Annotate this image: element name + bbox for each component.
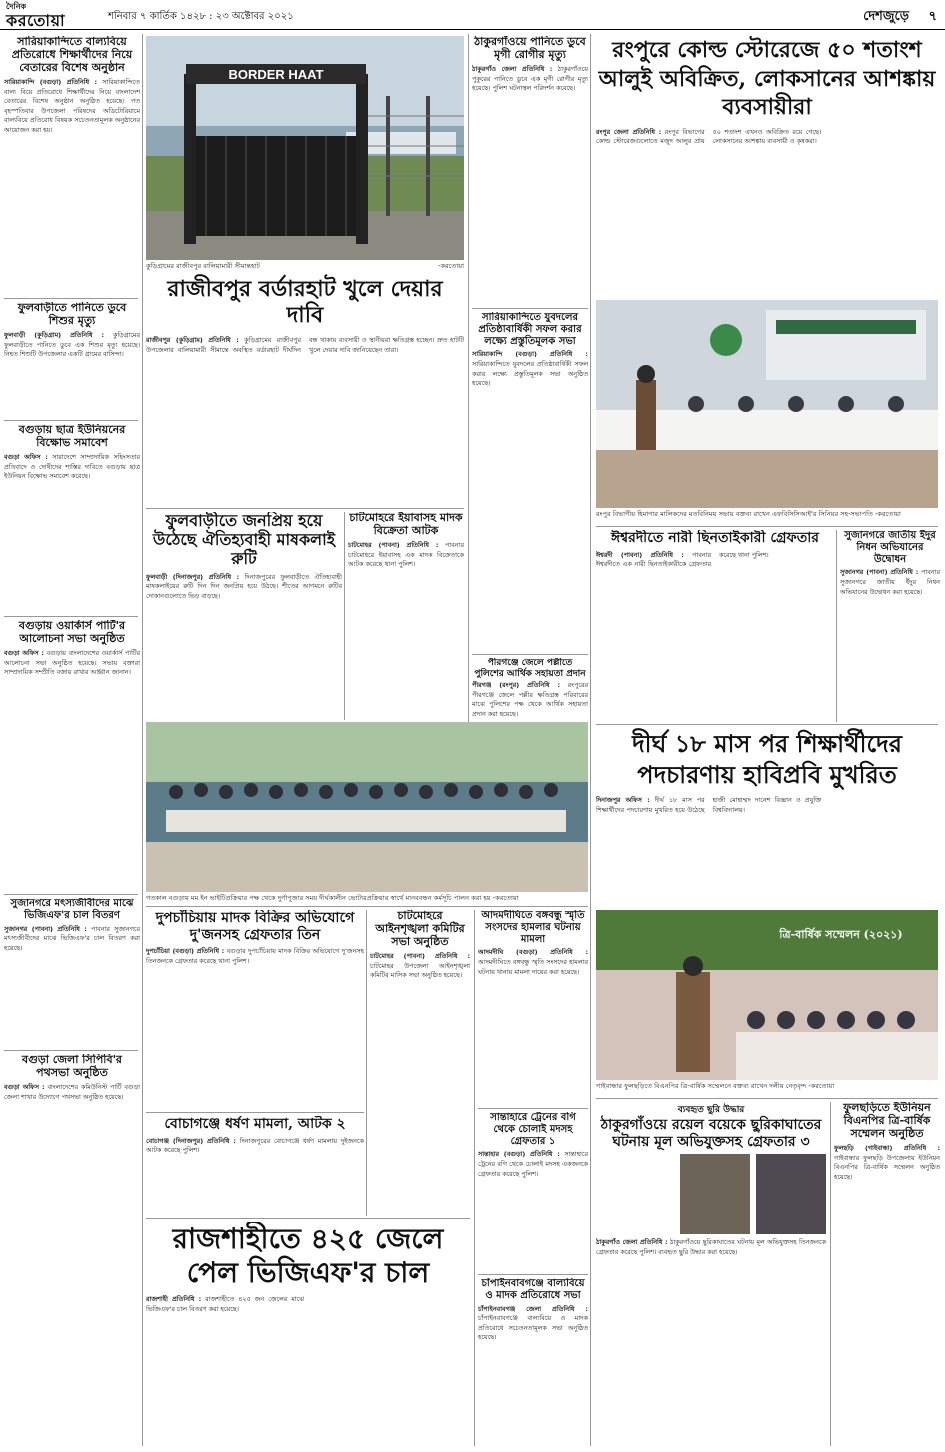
article-body: ঈশ্বরদী (পাবনা) প্রতিনিধি : পাবনার ঈশ্বরদীতে এক নারী ছিনতাইকারীকে গ্রেফতার করেছে থানা পুলিশ। [596, 550, 769, 569]
meeting-photo [596, 300, 938, 508]
article-bogura-cpb [4, 1054, 140, 1446]
headline: বগুড়ায় ছাত্র ইউনিয়নের বিক্ষোভ সমাবেশ [18, 424, 126, 449]
article-body: চাঁপাইনবাবগঞ্জ জেলা প্রতিনিধি : চাঁপাইনবাবগঞ্জে বাল্যবিয়ে ও মাদক প্রতিরোধে সচেতনতামূলক সভা অনুষ্ঠিত হয়েছে। [478, 1304, 588, 1342]
headline: রাজশাহীতে ৪২৫ জেলে পেল ভিজিএফ'র চাল [172, 1222, 444, 1289]
border-haat-caption: কুড়িগ্রামের রাজীবপুর বালিয়ামারী সীমান্তহাট [146, 262, 260, 270]
article-body: ঠাকুরগাঁও জেলা প্রতিনিধি : ঠাকুরগাঁওয়ে ছুরিকাঘাতের ঘটনায় মূল অভিযুক্তসহ তিনজনকে গ্রেফতার করেছে পুলিশ। ব্যবহৃত ছুরি উদ্ধার করা হয়েছে। [596, 1238, 826, 1256]
article-body: রংপুর জেলা প্রতিনিধি : রংপুর বিভাগের কোল্ড স্টোরেজগুলোতে মজুদ আলুর প্রায় ৫০ শতাংশ এখনও অবিক্রিত রয়ে গেছে। লোকসানের আশঙ্কায় ব্যবসায়ী ও কৃষকরা। [596, 127, 822, 146]
headline: ফুলবাড়ীতে পানিতে ডুবে শিশুর মৃত্যু [17, 302, 127, 327]
headline: বোচাগঞ্জে ধর্ষণ মামলা, আটক ২ [164, 1116, 346, 1132]
article-body: রাজশাহী প্রতিনিধি : রাজশাহীতে ৪২৫ জন জেলের মাঝে ভিজিএফ'র চাল বিতরণ করা হয়েছে। [146, 1295, 305, 1313]
headline: সুজানগরে জাতীয় ইঁদুর নিধন অভিযানের উদ্বোধন [844, 530, 936, 565]
article-thakurgaon-arrest [596, 1102, 826, 1446]
article-dupchanchia [146, 910, 364, 1110]
headline: আদমদীঘিতে বঙ্গবন্ধু স্মৃতি সংসদের হামলার ঘটনায় মামলা [481, 910, 585, 945]
headline: পীরগঞ্জে জেলে পল্লীতে পুলিশের আর্থিক সহায়তা প্রদান [474, 658, 586, 679]
article-hstu-campus [596, 728, 938, 906]
headline: রাজীবপুর বর্ডারহাট খুলে দেয়ার দাবি [167, 276, 443, 328]
article-body: পীরগঞ্জ (রংপুর) প্রতিনিধি : রংপুরের পীরগঞ্জে জেলে পল্লীর ক্ষতিগ্রস্ত পরিবারের মাঝে পুলিশের পক্ষ থেকে আর্থিক সহায়তা প্রদান করা হয়েছে। [472, 681, 588, 718]
page-number: ৭ [928, 9, 937, 24]
newspaper-logo [6, 2, 100, 28]
article-rajshahi-vgf [146, 1222, 470, 1448]
headline: চাটমোহরে আইনশৃঙ্খলা কমিটির সভা অনুষ্ঠিত [375, 910, 465, 948]
article-chatmohar-law [370, 910, 470, 1216]
seminar-banner-text: ত্রি-বার্ষিক সম্মেলন (২০২১) [779, 928, 903, 941]
article-body: সান্তাহার (বগুড়া) প্রতিনিধি : সান্তাহারে ট্রেনের বগি থেকে চোলাই মদসহ একজনকে গ্রেফতার করেছে পুলিশ। [478, 1150, 588, 1178]
article-body: দিনাজপুর অফিস : দীর্ঘ ১৮ মাস পর শিক্ষার্থীদের পদচারণায় মুখরিত হয়ে উঠেছে হাজী মোহাম্মদ দানেশ বিজ্ঞান ও প্রযুক্তি বিশ্ববিদ্যালয়। [596, 796, 822, 814]
article-chapai-drugs [478, 1278, 588, 1446]
meeting-illustration [596, 300, 938, 508]
headline: ফুলছড়িতে ইউনিয়ন বিএনপির ত্রি-বার্ষিক সম্মেলন অনুষ্ঠিত [843, 1102, 931, 1140]
article-thakurgaon-drown [472, 36, 588, 306]
article-body: ফুলবাড়ী (কুড়িগ্রাম) প্রতিনিধি : কুড়িগ্রামের ফুলবাড়ীতে পানিতে ডুবে এক শিশুর মৃত্যু হয়েছে। নিহত শিশুটি উপজেলার একটি গ্রামের বাসিন্দা। [4, 330, 140, 359]
article-body: ঠাকুরগাঁও জেলা প্রতিনিধি : ঠাকুরগাঁওয়ে পুকুরের পানিতে ডুবে এক মৃগী রোগীর মৃত্যু হয়েছে। পুলিশ ঘটনাস্থল পরিদর্শন করেছে। [472, 64, 588, 93]
border-haat-credit: -করতোয়া [438, 262, 464, 270]
headline: সান্তাহারে ট্রেনের বগি থেকে চোলাই মদসহ গ্রেফতার ১ [490, 1112, 576, 1147]
border-haat-sign: BORDER HAAT [228, 67, 324, 82]
headline: চাঁপাইনবাবগঞ্জে বাল্যবিয়ে ও মাদক প্রতিরোধে সভা [481, 1278, 585, 1301]
headline: সুজানগরে মৎস্যজীবীদের মাঝে ভিজিএফ'র চাল বিতরণ [10, 898, 134, 921]
headline: ফুলবাড়ীতে জনপ্রিয় হয়ে উঠেছে ঐতিহ্যবাহী মাষকলাই রুটি [152, 512, 336, 568]
article-chatmohar-yaba [348, 512, 464, 722]
kicker: ব্যবহৃত ছুরি উদ্ধার [677, 1105, 745, 1115]
article-phulbari-drown [4, 302, 140, 418]
headline: চাটমোহরে ইয়াবাসহ মাদক বিক্রেতা আটক [349, 512, 463, 537]
article-ishwardi-snatcher [596, 530, 834, 722]
article-body: সারিয়াকান্দি (বগুড়া) প্রতিনিধি : সারিয়াকান্দিতে যুবদলের প্রতিষ্ঠাবার্ষিকী সফল করার লক্ষ্যে প্রস্তুতিমূলক সভা অনুষ্ঠিত হয়েছে। [472, 350, 588, 388]
headline: ঈশ্বরদীতে নারী ছিনতাইকারী গ্রেফতার [611, 530, 819, 546]
headline: দুপচাঁচিয়ায় মাদক বিক্রির অভিযোগে দু'জনসহ গ্রেফতার তিন [155, 910, 355, 943]
article-body: ফুলছড়ি (গাইবান্ধা) প্রতিনিধি : গাইবান্ধার ফুলছড়ি উপজেলায় ইউনিয়ন বিএনপির ত্রি-বার্ষিক সম্মেলন অনুষ্ঠিত হয়েছে। [834, 1143, 940, 1181]
article-body: রাজীবপুর (কুড়িগ্রাম) প্রতিনিধি : কুড়িগ্রামের রাজীবপুর উপজেলার বালিয়ামারী সীমান্তে অবস্থিত বর্ডারহাট দীর্ঘদিন বন্ধ থাকায় ব্যবসায়ী ও স্থানীয়রা ক্ষতিগ্রস্ত হচ্ছেন। দ্রুত হাটটি খুলে দেয়ার দাবি জানিয়েছেন তারা। [146, 335, 464, 354]
article-sujanagar-rat [840, 530, 940, 722]
article-body: চাটমোহর (পাবনা) প্রতিনিধি : পাবনার চাটমোহরে ইয়াবাসহ এক মাদক বিক্রেতাকে আটক করেছে থানা পুলিশ। [348, 540, 464, 569]
article-adamdighi-case [478, 910, 588, 1106]
article-sariakandi-radio [4, 36, 140, 296]
accused-photo [680, 1154, 750, 1234]
headline: ঠাকুরগাঁওয়ে পানিতে ডুবে মৃগী রোগীর মৃত্যু [474, 36, 586, 61]
dateline: শনিবার ৭ কার্তিক ১৪২৮ : ২৩ অক্টোবর ২০২১ [108, 11, 294, 22]
logo-tagline: দৈনিক [6, 1, 27, 11]
article-body: দুপচাঁচিয়া (বগুড়া) প্রতিনিধি : বগুড়ার দুপচাঁচিয়ায় মাদক বিক্রির অভিযোগে দু'জনসহ তিনজনকে গ্রেফতার করেছে থানা পুলিশ। [146, 947, 364, 965]
logo-name: করতোয়া [6, 11, 66, 30]
section-name: দেশজুড়ে [863, 9, 909, 24]
article-phulbari-cake [146, 512, 342, 722]
article-body: আদমদীঘি (বগুড়া) প্রতিনিধি : আদমদীঘিতে বঙ্গবন্ধু স্মৃতি সংসদের হামলার ঘটনায় থানায় মামলা দায়ের করা হয়েছে। [478, 948, 588, 976]
seminar-caption: গাইবান্ধার ফুলছড়িতে বিএনপির ত্রি-বার্ষিক সম্মেলনে বক্তব্য রাখেন দলীয় নেতৃবৃন্দ -করতোয়া [596, 1082, 835, 1090]
headline: রংপুরে কোল্ড স্টোরেজে ৫০ শতাংশ আলুই অবিক্রিত, লোকসানের আশঙ্কায় ব্যবসায়ীরা [598, 37, 936, 121]
seminar-photo [596, 910, 938, 1080]
article-sujanagar-vgf [4, 898, 140, 1048]
headline: ঠাকুরগাঁওয়ে রয়েল বয়েকে ছুরিকাঘাতের ঘটনায় মূল অভিযুক্তসহ গ্রেফতার ৩ [600, 1117, 822, 1150]
article-santahar-train [478, 1112, 588, 1272]
rally-caption: গতকাল বগুড়ায় মম ইন ভাইটিপ্রক্রিয়ার পক্ষ থেকে দুর্গাপুজার সময় দীর্ঘকালীন ভোটারপ্রক্রিয়ার স্বার্থে মানববন্ধন কর্মসূচি পালন করা হয় -করতোয়া [146, 894, 519, 902]
article-body: বগুড়া অফিস : বগুড়ায় বাংলাদেশের ওয়ার্কার্স পার্টির আলোচনা সভা অনুষ্ঠিত হয়েছে। সভায় বক্তারা সাম্প্রদায়িক সম্প্রীতি বজায় রাখার আহ্বান জানান। [4, 648, 140, 677]
accused-photos [596, 1154, 826, 1234]
article-bogura-students [4, 424, 140, 614]
article-workers-party [4, 620, 140, 892]
article-body: সারিয়াকান্দি (বগুড়া) প্রতিনিধি : সারিয়াকান্দিতে বাল্য বিয়ে প্রতিরোধে শিক্ষার্থীদের নিয়ে বাংলাদেশ বেতারের বিশেষ অনুষ্ঠান অনুষ্ঠিত হয়েছে। গত বৃহস্পতিবার উপজেলা পরিষদের অডিটোরিয়ামে বাল্যবিয়ে প্রতিরোধ বিষয়ক সচেতনতামূলক অনুষ্ঠানের আয়োজন করা হয়। [4, 77, 140, 134]
article-body: চাটমোহর (পাবনা) প্রতিনিধি : চাটমোহর উপজেলা আইনশৃঙ্খলা কমিটির মাসিক সভা অনুষ্ঠিত হয়েছে। [370, 951, 470, 980]
article-body: ফুলবাড়ী (দিনাজপুর) প্রতিনিধি : দিনাজপুরের ফুলবাড়ীতে ঐতিহ্যবাহী মাষকলাইয়ের রুটি দিন দিন জনপ্রিয় হয়ে উঠছে। শীতের আগমনে রুটির দোকানগুলোতে ভিড় বাড়ছে। [146, 572, 342, 600]
article-pirganj-police [472, 658, 588, 720]
article-bochaganj [146, 1116, 364, 1216]
article-rajibpur-haat [146, 274, 464, 506]
headline: দীর্ঘ ১৮ মাস পর শিক্ষার্থীদের পদচারণায় হাবিপ্রবি মুখরিত [632, 729, 902, 790]
article-body: সুজানগর (পাবনা) প্রতিনিধি : পাবনার সুজানগরে মৎস্যজীবীদের মাঝে ভিজিএফ'র চাল বিতরণ করা হয়েছে। [4, 924, 140, 952]
accused-photo [756, 1154, 826, 1234]
headline: বগুড়া জেলা সিপিবি'র পথসভা অনুষ্ঠিত [22, 1054, 122, 1079]
article-phulchhari-bnp [834, 1102, 940, 1446]
border-haat-photo [146, 36, 464, 260]
article-body: সুজানগর (পাবনা) প্রতিনিধি : পাবনার সুজানগরে জাতীয় ইঁদুর নিধন অভিযানের উদ্বোধন করা হয়েছে। [840, 568, 940, 596]
rally-photo [146, 722, 588, 892]
headline: সারিয়াকান্দিতে যুবদলের প্রতিষ্ঠাবার্ষিকী সফল করার লক্ষ্যে প্রস্তুতিমূলক সভা [478, 312, 582, 347]
headline: সারিয়াকান্দিতে বাল্যবিয়ে প্রতিরোধে শিক্ষার্থীদের নিয়ে বেতারের বিশেষ অনুষ্ঠান [11, 36, 133, 74]
article-sariakandi-youth [472, 312, 588, 652]
article-rangpur-potato [596, 36, 938, 298]
article-body: বগুড়া অফিস : সারাদেশে সাম্প্রদায়িক সহিংসতার প্রতিবাদে ও দোষীদের শাস্তির দাবিতে বগুড়ায় ছাত্র ইউনিয়ন বিক্ষোভ সমাবেশ করেছে। [4, 452, 140, 481]
article-body: বগুড়া অফিস : বাংলাদেশের কমিউনিস্ট পার্টি বগুড়া জেলা শাখার উদ্যোগে পথসভা অনুষ্ঠিত হয়েছে। [4, 1082, 140, 1101]
masthead [0, 0, 945, 30]
headline: বগুড়ায় ওয়ার্কার্স পার্টি'র আলোচনা সভা অনুষ্ঠিত [18, 620, 126, 645]
meeting-caption: রংপুর বিভাগীয় হিমাগার মালিকদের মতবিনিময় সভায় বক্তব্য রাখেন এফবিসিসিআই'র সিনিয়র সহ-সভাপতি -করতোয়া [596, 510, 901, 518]
rally-illustration [146, 722, 588, 892]
article-body: বোচাগঞ্জ (দিনাজপুর) প্রতিনিধি : দিনাজপুরের বোচাগঞ্জে ধর্ষণ মামলায় দুইজনকে আটক করেছে পুলিশ। [146, 1136, 364, 1155]
